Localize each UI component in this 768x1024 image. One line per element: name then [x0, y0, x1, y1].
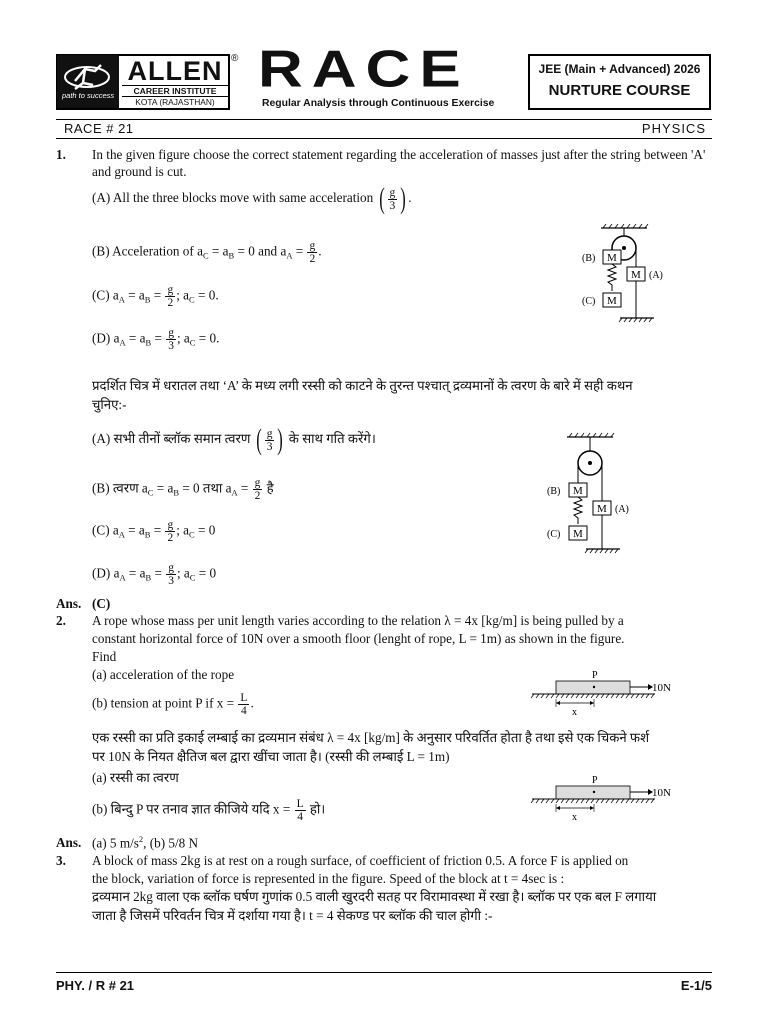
fig-force-label: 10N [652, 682, 671, 694]
fig-mass-a-label: M [631, 269, 641, 281]
fig-label-b: (B) [582, 253, 596, 264]
race-title: RACE [258, 40, 470, 98]
q1-answer-label: Ans. [56, 596, 82, 611]
rope-figure-en [530, 667, 690, 719]
fraction-g-2: $\frac{g}{2}$ [254, 477, 261, 502]
footer-code: PHY. / R # 21 [56, 978, 135, 993]
header-rule-bottom [56, 138, 712, 139]
subject-name: PHYSICS [641, 121, 706, 136]
footer-rule [56, 972, 712, 973]
q2-part-a-hi: (a) रस्सी का त्वरण [92, 770, 179, 785]
q2-answer: (a) 5 $m/s^2$, (b) 5/8 N [92, 834, 199, 851]
q1-option-c-hi: (C) $a_A = a_B$ = $\frac{g}{2}$ ; $a_C = 0$ [92, 519, 216, 544]
q1-option-a-en: (A) All the three blocks move with same acceleration ( $\frac{g}{3}$ ) . [92, 182, 412, 215]
q3-stem-en-1: A block of mass 2kg is at rest on a rough surface, of coefficient of friction 0.5. A force F is applied on [92, 853, 629, 868]
q1-option-d-en: (D) $a_A = a_B$ = $\frac{g}{3}$ ; $a_C = 0$. [92, 327, 220, 352]
fig-point-p: P [592, 670, 598, 681]
brand-city: KOTA (RAJASTHAN) [122, 96, 228, 107]
pulley-figure-hi [545, 431, 655, 557]
fraction-g-3: $\frac{g}{3}$ [168, 562, 174, 587]
registered-mark: ® [231, 53, 239, 64]
fig-x-label: x [572, 707, 577, 718]
fraction-g-3: $\frac{g}{3}$ [266, 427, 273, 453]
q1-option-c-en: (C) $a_A = a_B$ = $\frac{g}{2}$ ; $a_C = 0$. [92, 284, 219, 309]
pulley-figure-en [574, 224, 684, 328]
q2-stem-hi-2: पर 10N के नियत क्षैतिज बल द्वारा खींचा जाता है। (रस्सी की लम्बाई L = 1m) [92, 749, 450, 764]
q3-stem-en-2: the block, variation of force is represented in the figure. Speed of the block at t = 4sec is : [92, 871, 565, 886]
page-number: E-1/5 [680, 978, 712, 993]
q2-stem-en-1: A rope whose mass per unit length varies according to the relation λ = 4x [kg/m] is being pulled by a [92, 613, 624, 628]
fraction-g-2: $\frac{g}{2}$ [309, 240, 316, 265]
q2-stem-en-2: constant horizontal force of 10N over a smooth floor (lenght of rope, L = 1m) as shown in the figure. [92, 631, 625, 646]
fraction-g-2: $\frac{g}{2}$ [167, 284, 174, 309]
q2-part-a-en: (a) acceleration of the rope [92, 667, 235, 682]
q1-number: 1. [56, 147, 66, 162]
exam-name: JEE (Main + Advanced) 2026 [538, 62, 701, 76]
q1-stem-hi-2: चुनिए:- [92, 397, 127, 412]
q1-option-a-text: (A) All the three blocks move with same acceleration [92, 190, 374, 206]
fig-mass-b-label: M [607, 252, 617, 264]
brand-subtitle: CAREER INSTITUTE [122, 85, 228, 96]
fig-mass-c-label: M [573, 528, 583, 540]
q2-stem-en-3: Find [92, 649, 117, 664]
paren-open: ( [378, 182, 385, 215]
q1-option-b-hi: (B) त्वरण $a_C = a_B = 0$ तथा $a_A$ = $\frac{g}{2}$ है [92, 477, 274, 502]
fig-force-label: 10N [652, 787, 671, 799]
fraction-g-3: $\frac{g}{3}$ [168, 327, 174, 352]
fraction-g-3: $\frac{g}{3}$ [389, 186, 396, 212]
fraction-l-4: $\frac{L}{4}$ [296, 798, 304, 823]
fraction-g-2: $\frac{g}{2}$ [167, 519, 174, 544]
fig-point-p: P [592, 775, 598, 786]
race-subtitle: Regular Analysis through Continuous Exercise [262, 98, 495, 109]
brand-tagline: path to success [62, 91, 115, 100]
q2-stem-hi-1: एक रस्सी का प्रति इकाई लम्बाई का द्रव्यमान संबंध λ = 4x [kg/m] के अनुसार परिवर्तित होता है तथा इसे एक चिकने फर्श [92, 730, 650, 745]
q3-stem-hi-2: जाता है जिसमें परिवर्तन चित्र में दर्शाया गया है। t = 4 सेकण्ड पर ब्लॉक की चाल होगी :- [92, 908, 493, 923]
fig-label-c: (C) [547, 529, 561, 540]
q2-answer-label: Ans. [56, 835, 82, 850]
q1-option-d-hi: (D) $a_A = a_B$ = $\frac{g}{3}$ ; $a_C = 0$ [92, 562, 217, 587]
fraction-l-4: $\frac{L}{4}$ [240, 692, 248, 717]
rope-figure-hi [530, 772, 690, 824]
q3-number: 3. [56, 853, 66, 868]
q1-stem-en: In the given figure choose the correct statement regarding the acceleration of masses just after the string between 'A' and ground is cut. [92, 147, 706, 180]
brand-name: ALLEN [127, 56, 223, 86]
fig-mass-b-label: M [573, 485, 583, 497]
q1-stem-hi-1: प्रदर्शित चित्र में धरातल तथा ‘A’ के मध्य लगी रस्सी को काटने के तुरन्त पश्चात् द्रव्यमानों के त्वरण के बारे में सही कथन [92, 378, 633, 393]
q2-part-b-hi: (b) बिन्दु P पर तनाव ज्ञात कीजिये यदि x = $\frac{L}{4}$ हो। [92, 798, 326, 823]
fig-mass-a-label: M [597, 503, 607, 515]
q2-number: 2. [56, 613, 66, 628]
fig-x-label: x [572, 812, 577, 823]
q3-stem-hi-1: द्रव्यमान 2kg वाला एक ब्लॉक घर्षण गुणांक 0.5 वाली खुरदरी सतह पर विरामावस्था में रखा है। ब्लॉक पर एक बल F लगाया [92, 889, 657, 904]
q1-option-b-en: (B) Acceleration of $a_C = a_B = 0$ and $a_A$ = $\frac{g}{2}$ . [92, 240, 322, 265]
course-name: NURTURE COURSE [548, 81, 691, 99]
q1-option-a-hi: (A) सभी तीनों ब्लॉक समान त्वरण ( $\frac{g}{3}$ ) के साथ गति करेंगे। [92, 423, 376, 456]
header-rule [56, 119, 712, 120]
paren-close: ) [400, 182, 407, 215]
race-number: RACE # 21 [64, 121, 134, 136]
q2-part-b-en: (b) tension at point P if x = $\frac{L}{4}$ . [92, 692, 254, 717]
fig-mass-c-label: M [607, 295, 617, 307]
fig-label-a: (A) [649, 270, 663, 281]
fig-label-a: (A) [615, 504, 629, 515]
fig-label-b: (B) [547, 486, 561, 497]
course-box [528, 54, 711, 110]
q1-answer: (C) [92, 596, 111, 611]
fig-label-c: (C) [582, 296, 596, 307]
